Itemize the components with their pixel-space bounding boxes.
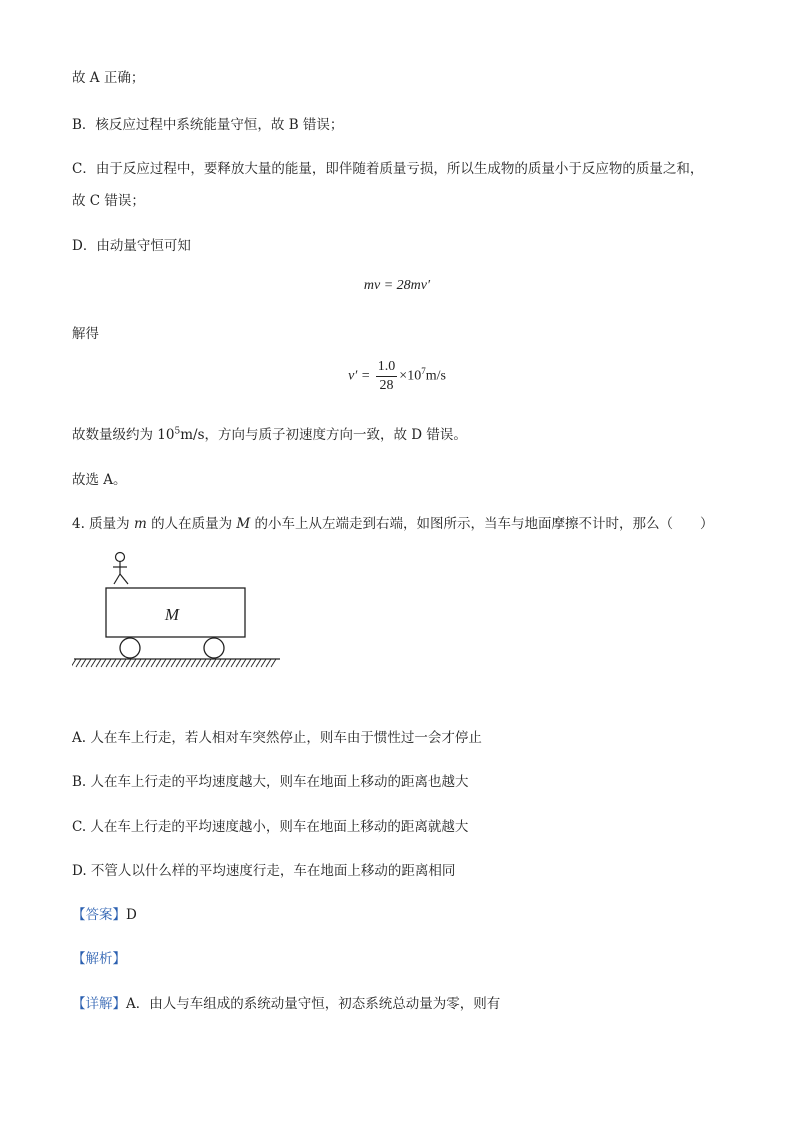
- stem-m: m: [133, 516, 147, 532]
- eq-lhs: v′ =: [348, 368, 371, 384]
- eq-numerator: 1.0: [376, 358, 398, 377]
- stem-pre: 4. 质量为: [72, 516, 130, 532]
- text-line-choice: 故选 A。: [72, 472, 127, 488]
- wheel-left: [120, 638, 140, 658]
- eq-unit: m/s: [425, 368, 446, 384]
- option-a: A. 人在车上行走，若人相对车突然停止，则车由于惯性过一会才停止: [72, 730, 482, 746]
- cart-label: M: [164, 605, 180, 624]
- person-icon: [113, 553, 128, 585]
- stem-mid: 的人在质量为: [151, 516, 233, 532]
- wheel-right: [204, 638, 224, 658]
- answer-line: [72, 903, 137, 923]
- equation-momentum: mv = 28mv′: [363, 278, 431, 293]
- text-line-3: C．由于反应过程中，要释放大量的能量，即伴随着质量亏损，所以生成物的质量小于反应物的质量之和，: [72, 161, 704, 177]
- text-line-5: D．由动量守恒可知: [72, 238, 191, 254]
- text-line-4: 故 C 错误；: [72, 193, 145, 209]
- equation-velocity: [0, 358, 794, 395]
- stem-M: M: [236, 516, 251, 532]
- cart-figure: [72, 548, 284, 670]
- answer-label: 【答案】: [72, 907, 126, 923]
- ground-hatching: [72, 659, 276, 667]
- eq-denominator: 28: [379, 378, 394, 393]
- order-exp: 5: [174, 426, 181, 437]
- stem-post: 的小车上从左端走到右端，如图所示，当车与地面摩擦不计时，那么（ ）: [254, 516, 714, 532]
- option-c: C. 人在车上行走的平均速度越小，则车在地面上移动的距离就越大: [72, 819, 469, 835]
- text-line-2: B．核反应过程中系统能量守恒，故 B 错误；: [72, 117, 344, 133]
- text-line-solve: 解得: [72, 326, 99, 342]
- option-b: B. 人在车上行走的平均速度越大，则车在地面上移动的距离也越大: [72, 774, 469, 790]
- order-post: m/s，方向与质子初速度方向一致，故 D 错误。: [180, 427, 467, 443]
- option-d: D. 不管人以什么样的平均速度行走，车在地面上移动的距离相同: [72, 863, 456, 879]
- eq-fraction: [376, 358, 398, 395]
- text-line-order: [72, 423, 467, 443]
- order-pre: 故数量级约为 10: [72, 427, 175, 443]
- detail-label: 【详解】: [72, 996, 126, 1012]
- detail-line: [72, 992, 500, 1012]
- eq-times: ×10: [399, 368, 422, 384]
- detail-text: A．由人与车组成的系统动量守恒，初态系统总动量为零，则有: [126, 996, 501, 1012]
- analysis-label: 【解析】: [72, 951, 126, 967]
- eq-exponent: 7: [421, 366, 426, 377]
- question-stem: [72, 512, 714, 532]
- text-line-1: 故 A 正确；: [72, 70, 145, 86]
- answer-value: D: [126, 907, 137, 923]
